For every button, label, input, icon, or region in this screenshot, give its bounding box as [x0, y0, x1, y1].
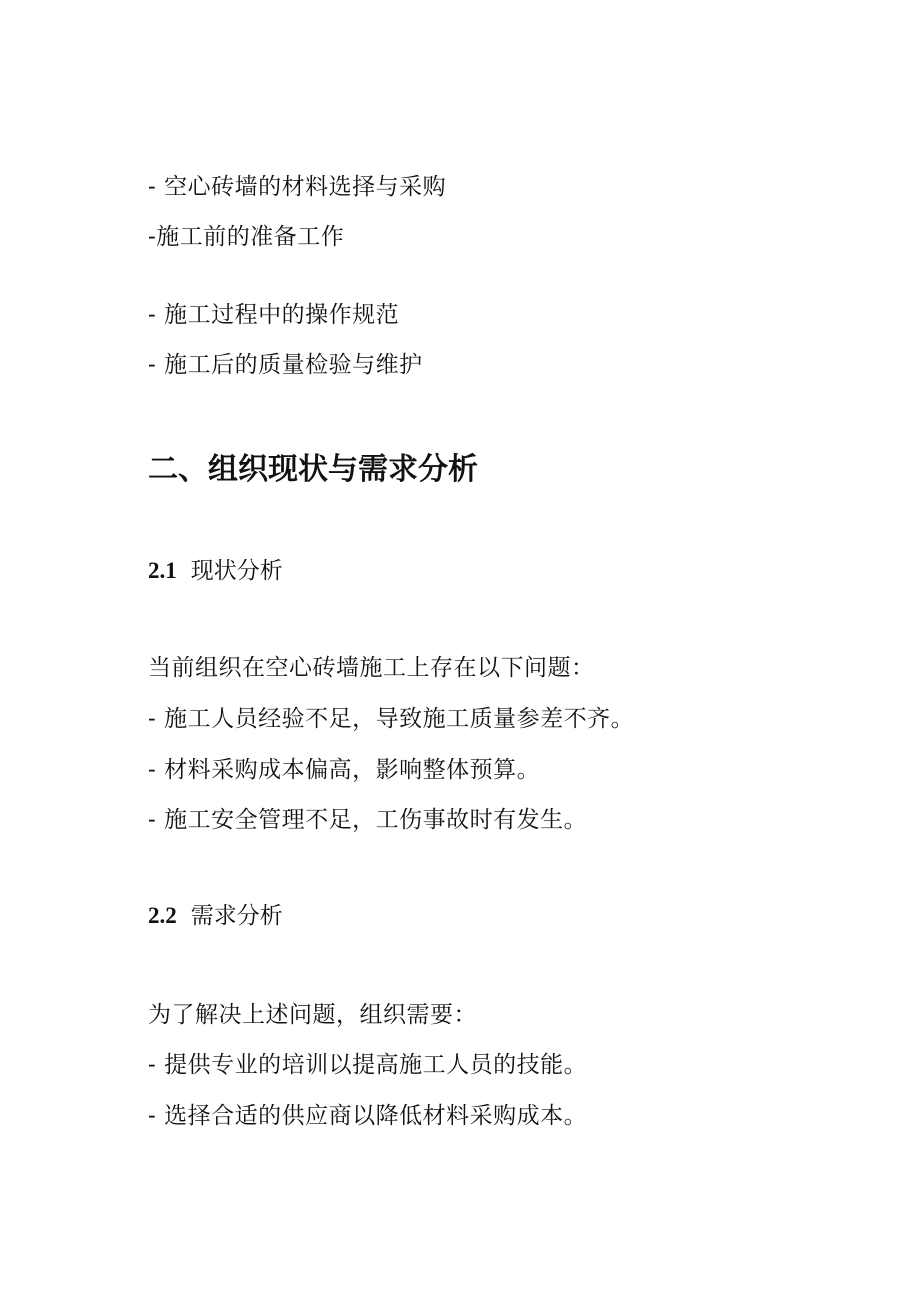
list-item: - 施工人员经验不足，导致施工质量参差不齐。 [148, 706, 635, 732]
subsection-heading [148, 901, 283, 931]
section-heading: 二、组织现状与需求分析 [148, 452, 478, 487]
subsection-number: 2.2 [148, 903, 177, 928]
list-item: - 施工过程中的操作规范 [148, 302, 400, 328]
subsection-title: 需求分析 [190, 903, 283, 929]
paragraph: 为了解决上述问题，组织需要： [148, 1002, 477, 1028]
list-item: - 材料采购成本偏高，影响整体预算。 [148, 757, 541, 783]
subsection-title: 现状分析 [190, 558, 283, 584]
list-item: - 提供专业的培训以提高施工人员的技能。 [148, 1052, 588, 1078]
list-item: - 施工后的质量检验与维护 [148, 352, 423, 378]
list-item: -施工前的准备工作 [148, 224, 345, 250]
subsection-number: 2.1 [148, 558, 177, 583]
subsection-heading [148, 556, 283, 586]
list-item: - 施工安全管理不足，工伤事故时有发生。 [148, 807, 588, 833]
list-item: - 选择合适的供应商以降低材料采购成本。 [148, 1103, 588, 1129]
paragraph: 当前组织在空心砖墙施工上存在以下问题： [148, 655, 595, 681]
list-item: - 空心砖墙的材料选择与采购 [148, 174, 447, 200]
